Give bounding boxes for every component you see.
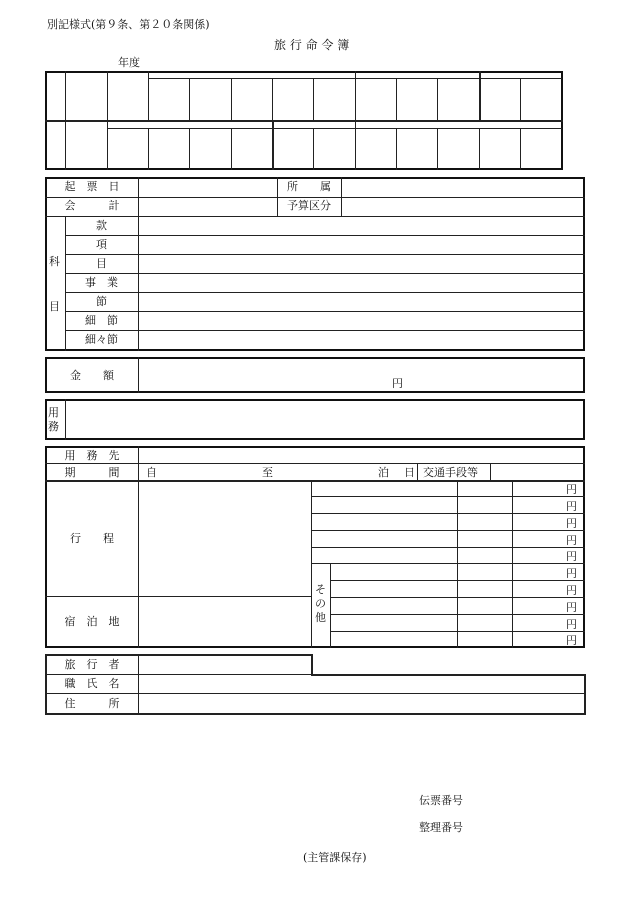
period-from: 自 [146,466,157,479]
fiscal-year-label: 年度 [118,56,140,69]
subitem-ko: 項 [96,238,107,251]
other-label-1: そ [315,583,326,596]
fee-yen-4: 円 [566,534,577,547]
seiri-number-label: 整理番号 [419,821,463,834]
storage-note: (主管課保存) [303,851,367,864]
period-to: 至 [262,466,273,479]
denpyo-number-label: 伝票番号 [419,794,463,807]
kamoku-label-ka: 科 [49,255,60,268]
lodging-label: 宿 泊 地 [64,615,120,628]
page-title: 旅 行 命 令 簿 [274,38,350,52]
fee-yen-9: 円 [566,618,577,631]
fee-yen-1: 円 [566,483,577,496]
subitem-setsu: 節 [96,295,107,308]
purpose-label-2: 務 [48,420,59,433]
fee-yen-8: 円 [566,601,577,614]
subitem-saisaisetsu: 細々節 [85,333,118,346]
fee-yen-3: 円 [566,517,577,530]
period-nichi: 日 [404,466,415,479]
kamoku-label-moku: 目 [49,300,60,313]
other-label-3: 他 [315,611,326,624]
purpose-label-1: 用 [48,406,59,419]
amount-yen: 円 [392,377,403,390]
subitem-jigyo: 事 業 [85,276,118,289]
fee-yen-7: 円 [566,584,577,597]
itinerary-label: 行 程 [70,532,114,545]
fee-yen-2: 円 [566,500,577,513]
destination-label: 用 務 先 [64,449,120,462]
other-label-2: の [315,597,326,610]
subitem-moku: 目 [96,257,107,270]
address-label: 住 所 [64,697,120,710]
yosan-kubun-label: 予算区分 [287,199,331,212]
subitem-kan: 款 [96,219,107,232]
form-note: 別記様式(第９条、第２０条関係) [47,18,210,31]
kihyo-date-label: 起 票 日 [64,180,120,193]
period-label: 期 間 [64,466,120,479]
fee-yen-10: 円 [566,634,577,647]
fee-yen-6: 円 [566,567,577,580]
fee-yen-5: 円 [566,550,577,563]
transport-label: 交通手段等 [423,466,478,479]
subitem-saisetsu: 細 節 [85,314,118,327]
amount-label: 金 額 [70,369,114,382]
title-name-label: 職 氏 名 [64,677,120,690]
period-haku: 泊 [378,466,389,479]
shozoku-label: 所 属 [287,180,331,193]
traveler-label: 旅 行 者 [64,658,120,671]
kaikei-label: 会 計 [64,199,120,212]
